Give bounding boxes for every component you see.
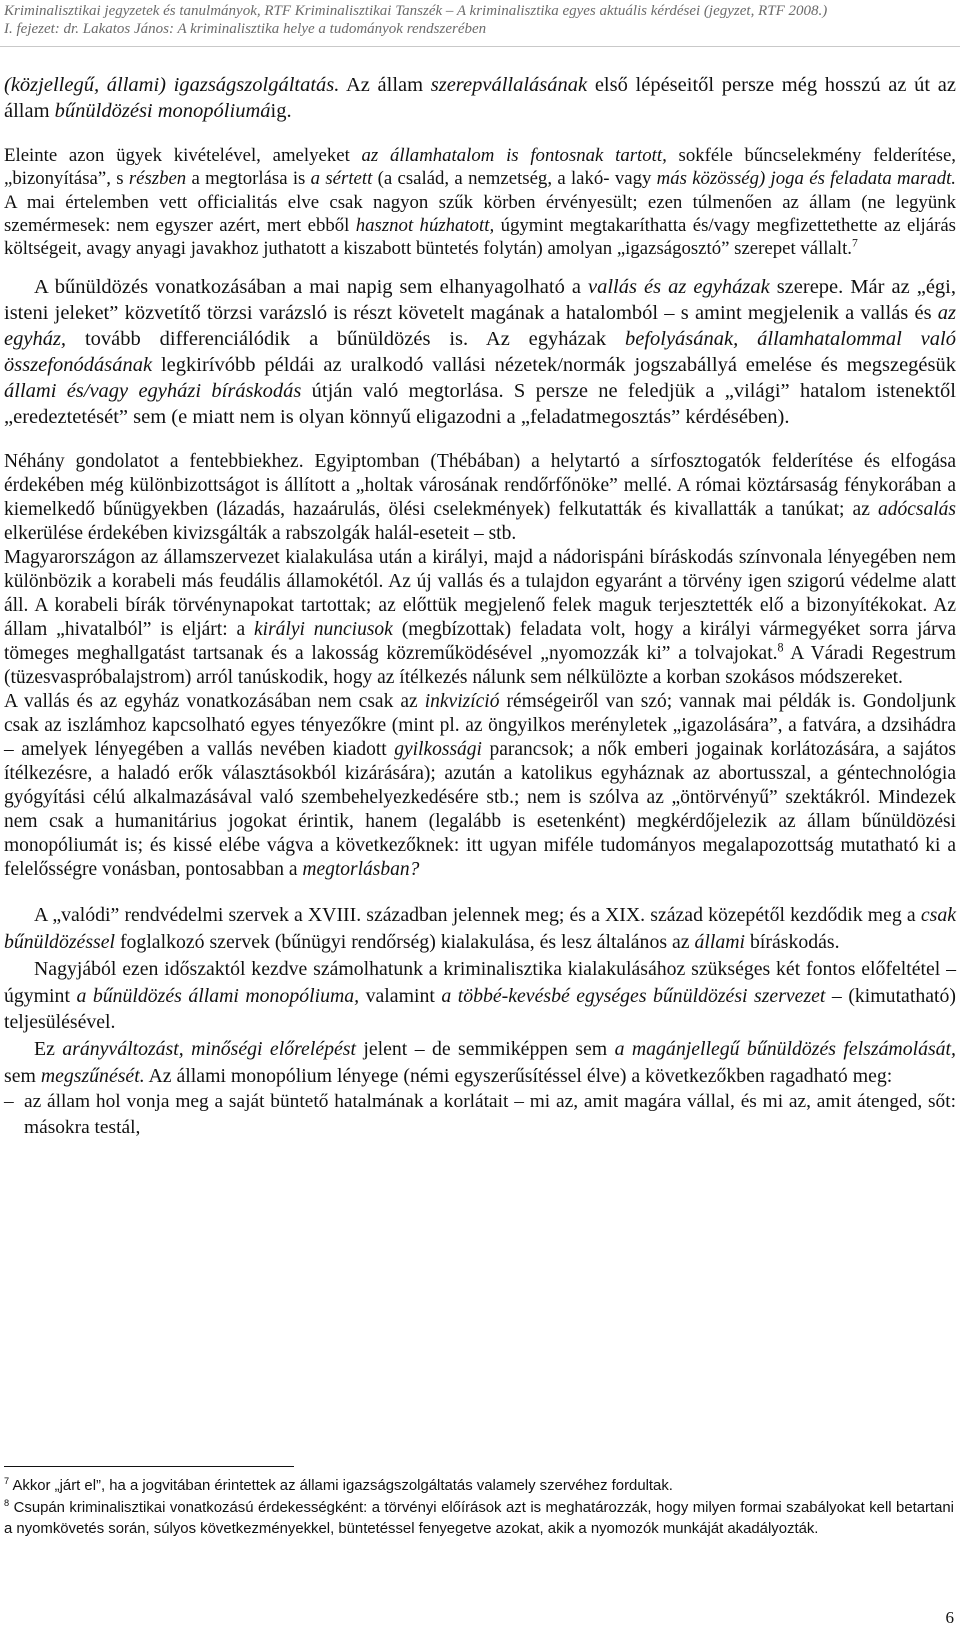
footnote-number: 8 bbox=[4, 1497, 10, 1508]
paragraph-3 bbox=[4, 274, 956, 430]
text: ig. bbox=[270, 100, 292, 122]
text: A Váradi Regestrum (tüzesvaspróbalajstrom) arról tanúskodik, hogy az ítélkezés nálunk sem nélkülözte a korban szokásos módszereket. bbox=[4, 643, 956, 689]
emphasis: bűnüldözési monopóliumá bbox=[54, 100, 271, 122]
spacer bbox=[4, 260, 956, 274]
footnote-8 bbox=[4, 1498, 954, 1541]
paragraph-9 bbox=[4, 1036, 956, 1089]
emphasis: befolyásának, államhatalommal való összefonódásának bbox=[4, 328, 956, 377]
text: Eleinte azon ügyek kivételével, amelyeket bbox=[4, 145, 362, 166]
text: Az állami monopólium lényege (némi egyszerűsítéssel élve) a következőkben ragadható meg: bbox=[144, 1064, 893, 1087]
paragraph-1 bbox=[4, 72, 956, 124]
page-number: 6 bbox=[945, 1608, 954, 1627]
text: foglalkozó szervek (bűnügyi rendőrség) kialakulása, és lesz általános az bbox=[115, 931, 695, 954]
text: parancsok; a nők emberi jogainak korlátozására, a sajátos ítélkezésre, a haladó erők választásokból kizárására); azután a katolikus egyháznak az abortusszal, a géntechnológia gyógyítási célú alkalmazásával való szembehelyezkedésére stb.; nem is szólva az „öntörvényű” szektákról. Mindezek nem csak a humanitárius jogokat érintik, hanem (legalább is esetenként) megkérdőjelezik az állam bűnüldözési monopóliumát is; és kissé elébe vágva a következőknek: itt ugyan miféle tudományos megalapozottság mutatható ki a felelősségre vonásban, pontosabban a bbox=[4, 739, 956, 881]
footnote-number: 7 bbox=[4, 1476, 10, 1487]
spacer bbox=[4, 430, 956, 450]
emphasis: arányváltozást, minőségi előrelépést bbox=[62, 1038, 356, 1060]
text: tovább differenciálódik a bűnüldözés is. Az egyházak bbox=[66, 328, 625, 351]
emphasis: hasznot húzhatott, bbox=[355, 214, 495, 236]
text: A „valódi” rendvédelmi szervek a XVIII. században jelennek meg; és a XIX. század közepétől kezdődik meg a bbox=[34, 904, 921, 927]
emphasis: az egyház, bbox=[4, 302, 956, 351]
text: sokféle bűncselekmény felderítése, „bizonyítása”, s bbox=[4, 145, 956, 190]
emphasis: csak bűnüldözéssel bbox=[4, 904, 956, 954]
paragraph-4 bbox=[4, 450, 956, 546]
footnote-7 bbox=[4, 1476, 954, 1498]
text: rémségeiről van szó; vannak mai példák is. Gondoljunk csak az iszlámhoz kapcsolható egyes tényezőkre (mint pl. az öngyilkos merényletek „igazolására”, a fatvára, a dzsihádra – amelyek lényegében a vallás nevében kiadott bbox=[4, 691, 956, 761]
paragraph-7 bbox=[4, 902, 956, 955]
text: (megbízottak) feladata volt, hogy a királyi vármegyéket sorra járva tömeges meghallgatást tartsanak és a lakosság közreműködésével „nyomozzák ki” a tolvajokat. bbox=[4, 619, 957, 665]
text: A bűnüldözés vonatkozásában a mai napig sem elhanyagolható a bbox=[34, 276, 589, 299]
emphasis: megtorlásban? bbox=[302, 859, 420, 881]
list-dash: – bbox=[4, 1091, 14, 1113]
list-item bbox=[4, 1089, 956, 1141]
text: sem bbox=[4, 1064, 41, 1087]
header-divider bbox=[0, 46, 960, 47]
running-header bbox=[4, 2, 954, 38]
text: (a család, a nemzetség, a lakó- vagy bbox=[372, 168, 657, 190]
emphasis: megszűnését. bbox=[40, 1064, 145, 1087]
emphasis: az államhatalom is fontosnak tartott, bbox=[361, 145, 667, 166]
footnote-ref-7: 7 bbox=[852, 236, 858, 250]
text: úgymint megtakaríthatta és/vagy megfizettethette az eljárás költségeit, avagy anyagi javakhoz juthatott a kiszabott büntetés folytán) amolyan „igazságosztó” szerepet vállalt. bbox=[4, 214, 956, 260]
header-line-2: I. fejezet: dr. Lakatos János: A kriminalisztika helye a tudományok rendszerében bbox=[4, 21, 487, 37]
text: Az állam bbox=[339, 74, 431, 96]
text: Magyarországon az államszervezet kialakulása után a királyi, majd a nádorispáni bíráskodás színvonala lényegében nem különbözik a korabeli más feudális államokétól. Az új vallás és a tulajdon egyaránt a törvény igen szigorú védelme alatt áll. A korabeli bírák törvénynapokat tartottak; az előttük megjelenő felek maguk terjesztették elő a bizonyítékokat. Az állam „hivatalból” is eljárt: a bbox=[4, 547, 956, 641]
text: útján való megtorlása. S persze ne feledjük a „világi” hatalom istenektől „eredeztetését” sem (e miatt nem is olyan könnyű eligazodni a „feladatmegosztás” kérdésében). bbox=[4, 380, 956, 429]
spacer bbox=[4, 124, 956, 144]
footnotes bbox=[4, 1476, 954, 1541]
body-text bbox=[4, 72, 956, 1141]
paragraph-8 bbox=[4, 956, 956, 1036]
paragraph-2 bbox=[4, 144, 956, 260]
text: A mai értelemben vett officialitás elve csak nagyon szűk körben érvényesült; ezen túlmenően az állam (ne legyünk szemérmesek: nem egyszer azért, mert ebből bbox=[4, 191, 956, 236]
text: a megtorlása is bbox=[186, 168, 311, 190]
text: szerepe. Már az „égi, isteni jeleket” közvetítő törzsi varázsló is részt követelt magának a hatalomból – s amint megjelenik a vallás és bbox=[4, 276, 957, 325]
emphasis: szerepvállalásának bbox=[430, 74, 588, 96]
footnote-text: Csupán kriminalisztikai vonatkozású érdekességként: a törvényi előírások azt is meghatározzák, hogy milyen formai szabályokat kell betartani a nyomkövetés során, súlyos következményekkel, büntetéssel fenyegetve azokat, akik a nyomozók munkáját akadályozták. bbox=[4, 1499, 954, 1538]
emphasis: királyi nunciusok bbox=[254, 619, 393, 641]
spacer bbox=[4, 882, 956, 902]
footnote-divider bbox=[4, 1466, 294, 1467]
emphasis: gyilkossági bbox=[394, 739, 482, 761]
emphasis: részben bbox=[128, 168, 187, 190]
emphasis: más közösség) joga és feladata maradt. bbox=[656, 168, 956, 190]
text: legkirívóbb példái az uralkodó vallási nézetek/normák jogszabállyá emelése és megszegésük bbox=[152, 354, 956, 377]
footnote-ref-8: 8 bbox=[777, 640, 784, 655]
footnote-text: Akkor „járt el”, ha a jogvitában érintettek az állami igazságszolgáltatás valamely szervéhez fordultak. bbox=[9, 1478, 673, 1494]
text: elkerülése érdekében kivizsgálták a rabszolgák halál-eseteit – stb. bbox=[4, 523, 517, 545]
paragraph-5 bbox=[4, 546, 956, 690]
text: első lépéseitől persze még hosszú az út az állam bbox=[4, 74, 956, 122]
emphasis: a magánjellegű bűnüldözés felszámolását, bbox=[614, 1038, 956, 1060]
emphasis: vallás és az egyházak bbox=[588, 276, 770, 299]
emphasis: a többé-kevésbé egységes bűnüldözési szervezet bbox=[441, 984, 826, 1007]
header-line-1: Kriminalisztikai jegyzetek és tanulmányok, RTF Kriminalisztikai Tanszék – A kriminalisztika egyes aktuális kérdései (jegyzet, RTF 2008.) bbox=[4, 3, 828, 19]
text: Néhány gondolatot a fentebbiekhez. Egyiptomban (Thébában) a helytartó a sírfosztogatók felderítése és elfogása érdekében még különbizottságot is állított a „holtak városának rendőrfőnöke” mellé. A római köztársaság fénykorában a kiemelkedő bűnügyekben (lázadás, hazaárulás, ölési cselekmények) felkutatták és kivallatták a tanúkat; az bbox=[4, 451, 956, 521]
emphasis: állami bbox=[694, 931, 746, 954]
emphasis: a bűnüldözés állami monopóliuma, bbox=[76, 984, 360, 1007]
emphasis: adócsalás bbox=[878, 499, 956, 521]
text: bíráskodás. bbox=[745, 931, 840, 954]
emphasis: a sértett bbox=[310, 168, 373, 190]
paragraph-6 bbox=[4, 690, 956, 882]
emphasis: inkvizíció bbox=[424, 691, 500, 713]
text: – (kimutatható) teljesülésével. bbox=[4, 984, 956, 1034]
list-item-text: az állam hol vonja meg a saját büntető hatalmának a korlátait – mi az, amit magára vállal, és mi az, amit átenged, sőt: másokra testál, bbox=[24, 1091, 956, 1139]
text: jelent – de semmiképpen sem bbox=[355, 1038, 615, 1060]
text: Ez bbox=[34, 1038, 63, 1060]
text: A vallás és az egyház vonatkozásában nem csak az bbox=[4, 691, 425, 713]
emphasis: (közjellegű, állami) igazságszolgáltatás. bbox=[4, 74, 340, 96]
emphasis: állami és/vagy egyházi bíráskodás bbox=[4, 380, 302, 403]
text: Nagyjából ezen időszaktól kezdve számolhatunk a kriminalisztika kialakulásához szükséges két fontos előfeltétel – úgymint bbox=[4, 957, 956, 1007]
text: valamint bbox=[359, 984, 442, 1007]
